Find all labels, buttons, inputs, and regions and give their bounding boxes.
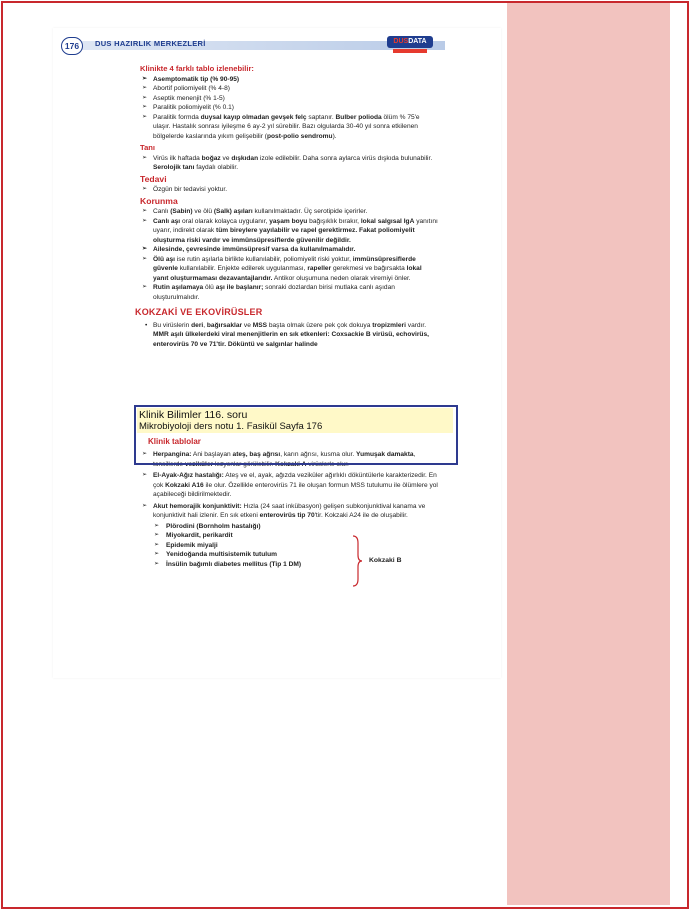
list-item: ➢ Rutin aşılamaya ölü aşı ile başlanır; sonraki dozlardan birisi mutlaka canlı aşıdan oluşturulmalıdır. (153, 283, 438, 302)
section-heading-kokzaki: KOKZAKİ VE EKOVİRÜSLER (135, 307, 263, 317)
list-item: ➢ Ölü aşı ise rutin aşılarla birlikte kullanılabilir, poliomiyelit riski yoktur, immünsüpresiflerde güvenle kullanılabilir. Enjekte edilerek uygulanması, rapeller gerekmesi ve bağırsakta lokal yanıt oluşturmaması dezavantajlarıdır. Antikor oluşumuna neden olarak viremiyi önler. (153, 255, 438, 284)
list-item: ➢ Paralitik poliomiyelit (% 0.1) (153, 103, 438, 113)
list-item: ➢ İnsülin bağımlı diabetes mellitus (Tip 1 DM) (166, 560, 439, 570)
list-item: ➢ Paralitik formda duysal kayıp olmadan gevşek felç saptanır. Bulber polioda ölüm % 75'e ulaşır. Hastalık sonrası iyileşme 6 ay-2 yıl sürebilir. Bazı olgularda 30-40 yıl sonra etkilenen bölgelerde kaslarında yıkım gelişebilir (post-polio sendromu). (153, 113, 438, 142)
logo-text-a: DUS (393, 38, 409, 45)
section-heading-tani: Tanı (140, 143, 156, 152)
page-number: 176 (61, 37, 83, 55)
list-item: ➢ Epidemik miyalji (166, 541, 439, 551)
dusdata-logo (387, 36, 433, 56)
header-title: DUS HAZIRLIK MERKEZLERİ (95, 39, 206, 48)
list-item: ➢ Asemptomatik tip (% 90-95) (153, 75, 438, 85)
klinik-tablolar-content (143, 450, 439, 569)
section-heading-klinik-tablolar: Klinik tablolar (148, 437, 201, 446)
list-item: ➢ Plörodini (Bornholm hastalığı) (166, 522, 439, 532)
brace-icon (352, 535, 362, 587)
list-item: • Bu virüslerin deri, bağırsaklar ve MSS başta olmak üzere pek çok dokuya tropizmleri vardır. MMR aşılı ülkelerdeki viral menenjitlerin en sık etkenleri: Coxsackie B virüsü, echovirüs, enterovirüs 70 ve 71'tir. Döküntü ve salgınlar halinde (153, 321, 438, 350)
list-item: ➢ Canlı (Sabin) ve ölü (Salk) aşıları kullanılmaktadır. Üç serotipide içerirler. (153, 207, 438, 217)
logo-text-b: DATA (408, 38, 427, 45)
list-item: ➢ El-Ayak-Ağız hastalığı: Ateş ve el, ayak, ağızda veziküler ağırlıklı döküntülerle karakterizedir. En çok Kokzaki A16 ile olur. Özellikle enterovirüs 71 ile oluşan formun MSS tutulumu ile ölümlere yol açabileceği bildirilmektedir. (153, 471, 439, 500)
clinical-intro: Klinikte 4 farklı tablo izlenebilir: (140, 64, 254, 73)
list-item: ➢ Herpangina: Ani başlayan ateş, baş ağrısı, karın ağrısı, kusma olur. Yumuşak damakta, tonsillerde veziküler lezyonlar görülebilir. Kokzaki A virüslerle olur. (153, 450, 439, 469)
list-item: ➢ Akut hemorajik konjunktivit: Hızla (24 saat inkübasyon) gelişen subkonjunktival kanama ve konjunktivit hali izlenir. En sık etkeni enterovirüs tip 70'tir. Kokzaki A24 ile de oluşabilir. ➢ Plörodini (Bornholm hastalığı) ➢ Miyokardit, perikardit ➢ Epidemik miyalji ➢ Yenidoğanda multisistemik tutulum ➢ İnsülin bağımlı diabetes mellitus (Tip 1 DM) (153, 502, 439, 570)
list-item: ➢ Canlı aşı oral olarak kolayca uygulanır, yaşam boyu bağışıklık bırakır, lokal salgısal IgA yanıtını uyarır, indirekt olarak tüm bireylere yayılabilir ve rapel gerektirmez. Fakat poliomiyelit oluşturma riski vardır ve immünsüpresiflerde güvenilir değildir. (153, 217, 438, 246)
list-item: ➢ Virüs ilk haftada boğaz ve dışkıdan izole edilebilir. Daha sonra aylarca virüs dışkıda bulunabilir. Serolojik tanı faydalı olabilir. (153, 154, 438, 173)
list-item: ➢ Abortif poliomiyelit (% 4-8) (153, 84, 438, 94)
annotation-line-1: Klinik Bilimler 116. soru (137, 408, 453, 422)
list-item: ➢ Özgün bir tedavisi yoktur. (153, 185, 438, 195)
annotation-line-2: Mikrobiyoloji ders notu 1. Fasikül Sayfa 176 (137, 421, 453, 433)
kokzaki-b-label: Kokzaki B (369, 557, 402, 564)
page-header (61, 37, 436, 53)
section-heading-tedavi: Tedavi (140, 173, 167, 184)
main-content (135, 62, 438, 349)
list-item: ➢ Ailesinde, çevresinde immünsüpresif varsa da kullanılmamalıdır. (153, 245, 438, 255)
section-heading-korunma: Korunma (140, 195, 178, 206)
list-item: ➢ Aseptik menenjit (% 1-5) (153, 94, 438, 104)
list-item: ➢ Yenidoğanda multisistemik tutulum (166, 550, 439, 560)
side-panel (507, 3, 670, 905)
list-item: ➢ Miyokardit, perikardit (166, 531, 439, 541)
clinical-list (143, 75, 438, 142)
